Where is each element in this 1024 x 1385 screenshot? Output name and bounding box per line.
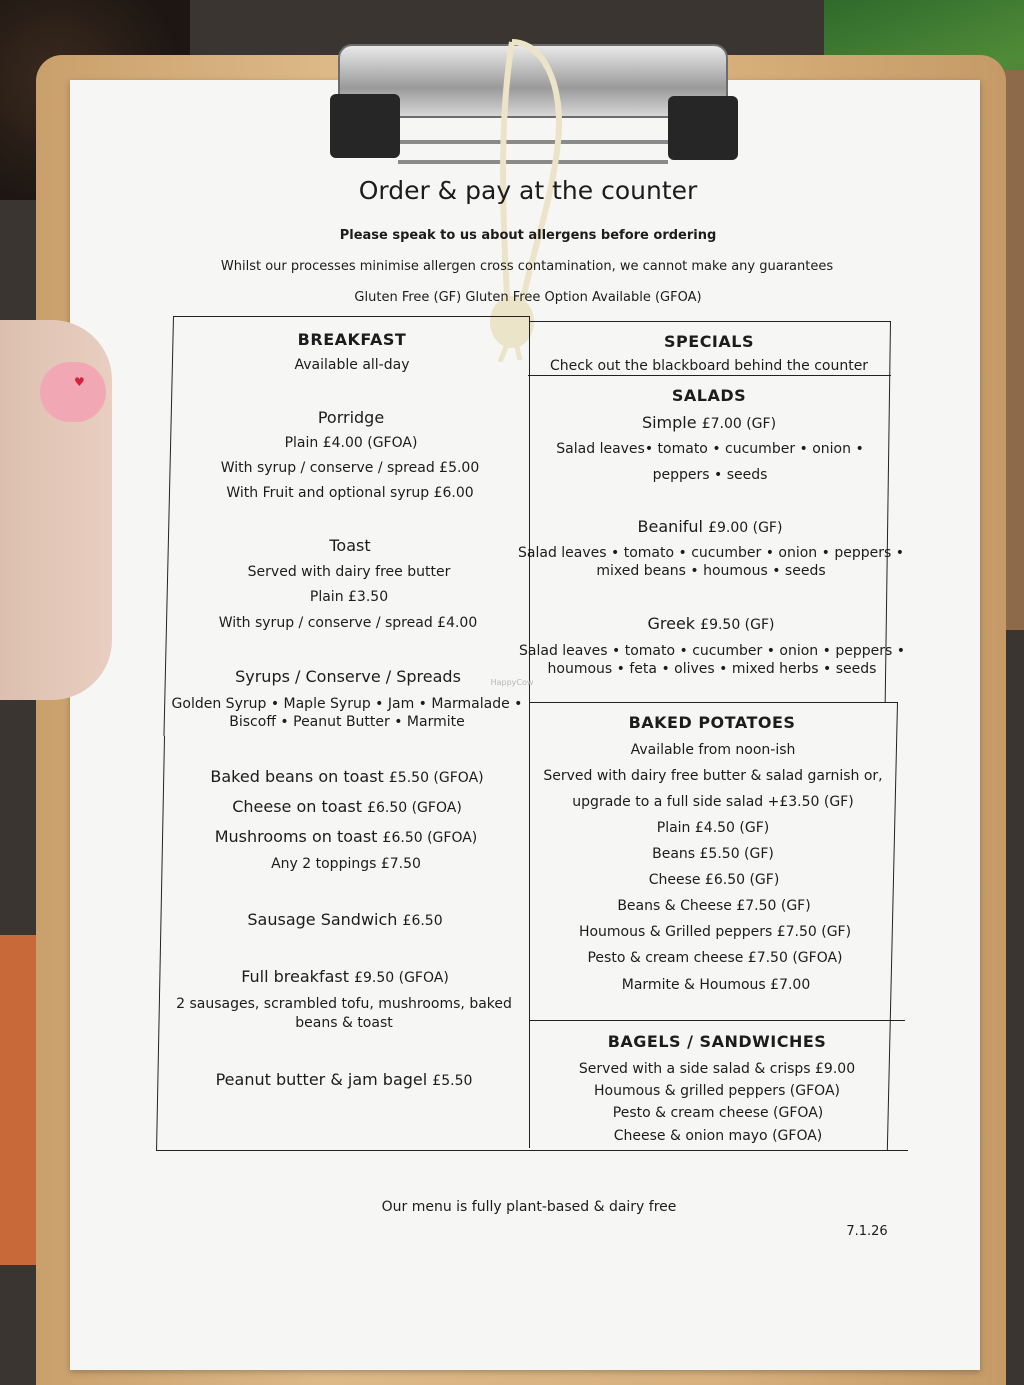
potatoes-line: Served with dairy free butter & salad garnish or, [543, 768, 883, 784]
allergen-disclaimer: Whilst our processes minimise allergen cross contamination, we cannot make any guarantees [220, 259, 834, 274]
porridge-line: With Fruit and optional syrup £6.00 [226, 485, 474, 501]
clip-foot-right [668, 96, 738, 160]
toast-name: Toast [329, 536, 371, 555]
salad-simple-line: peppers • seeds [652, 467, 768, 483]
salad-simple: Simple £7.00 (GF) [641, 413, 777, 432]
potatoes-line: Beans £5.50 (GF) [652, 846, 774, 862]
salad-beaniful-line: Salad leaves • tomato • cucumber • onion • peppers • [518, 545, 904, 561]
bagels-line: Cheese & onion mayo (GFOA) [613, 1128, 823, 1144]
heart-icon: ♥ [74, 375, 85, 389]
porridge-name: Porridge [317, 408, 385, 427]
sausage-sandwich: Sausage Sandwich £6.50 [247, 910, 443, 929]
specials-bottom-line [528, 375, 891, 376]
salad-simple-line: Salad leaves• tomato • cucumber • onion • [556, 441, 864, 457]
painted-nail [40, 362, 106, 422]
peanut-butter-bagel: Peanut butter & jam bagel £5.50 [215, 1070, 473, 1089]
gluten-key: Gluten Free (GF) Gluten Free Option Available (GFOA) [354, 290, 702, 305]
salads-heading: SALADS [671, 386, 747, 405]
potatoes-line: Houmous & Grilled peppers £7.50 (GF) [578, 924, 852, 940]
porridge-line: Plain £4.00 (GFOA) [284, 435, 418, 451]
specials-heading: SPECIALS [664, 332, 754, 351]
spreads-line: Biscoff • Peanut Butter • Marmite [229, 714, 465, 730]
potatoes-heading: BAKED POTATOES [628, 713, 796, 732]
mushrooms-on-toast: Mushrooms on toast £6.50 (GFOA) [214, 827, 478, 846]
full-breakfast: Full breakfast £9.50 (GFOA) [241, 967, 449, 986]
salads-bottom-line [529, 702, 897, 703]
potatoes-line: Marmite & Houmous £7.00 [621, 977, 811, 993]
menu-date: 7.1.26 [846, 1224, 888, 1239]
breakfast-heading: BREAKFAST [297, 330, 407, 349]
table-border-top-right [529, 321, 890, 322]
bagels-line: Pesto & cream cheese (GFOA) [612, 1105, 824, 1121]
plant-based-note: Our menu is fully plant-based & dairy free [381, 1199, 677, 1215]
bagels-line: Houmous & grilled peppers (GFOA) [594, 1083, 840, 1099]
beans-on-toast: Baked beans on toast £5.50 (GFOA) [210, 767, 484, 786]
breakfast-availability: Available all-day [294, 357, 410, 373]
toast-line: With syrup / conserve / spread £4.00 [218, 615, 478, 631]
toast-line: Served with dairy free butter [247, 564, 451, 580]
spreads-name: Syrups / Conserve / Spreads [235, 667, 461, 686]
table-border-top-left [174, 316, 529, 317]
potatoes-line: Pesto & cream cheese £7.50 (GFOA) [587, 950, 843, 966]
table-divider-vertical [529, 316, 530, 1148]
potatoes-line: Plain £4.50 (GF) [656, 820, 770, 836]
bagels-heading: BAGELS / SANDWICHES [607, 1032, 827, 1051]
potatoes-line: upgrade to a full side salad +£3.50 (GF) [572, 794, 854, 810]
potatoes-line: Cheese £6.50 (GF) [648, 872, 780, 888]
full-breakfast-line: 2 sausages, scrambled tofu, mushrooms, baked [176, 996, 512, 1012]
potatoes-bottom-line [529, 1020, 905, 1021]
potatoes-line: Available from noon-ish [630, 742, 796, 758]
specials-note: Check out the blackboard behind the counter [549, 358, 869, 374]
salad-greek-line: Salad leaves • tomato • cucumber • onion • peppers • [519, 643, 905, 659]
menu-title: Order & pay at the counter [358, 176, 698, 205]
salad-greek-line: houmous • feta • olives • mixed herbs • seeds [547, 661, 877, 677]
salad-beaniful: Beaniful £9.00 (GF) [637, 517, 783, 536]
cheese-on-toast: Cheese on toast £6.50 (GFOA) [232, 797, 462, 816]
salad-greek: Greek £9.50 (GF) [647, 614, 775, 633]
watermark: HappyCow [490, 678, 534, 687]
porridge-line: With syrup / conserve / spread £5.00 [220, 460, 480, 476]
full-breakfast-line: beans & toast [295, 1015, 393, 1031]
bagels-line: Served with a side salad & crisps £9.00 [578, 1061, 856, 1077]
table-border-bottom [156, 1150, 908, 1151]
clip-foot-left [330, 94, 400, 158]
salad-beaniful-line: mixed beans • houmous • seeds [596, 563, 826, 579]
spreads-line: Golden Syrup • Maple Syrup • Jam • Marmalade • [171, 696, 523, 712]
toast-line: Plain £3.50 [309, 589, 389, 605]
any-two-toppings: Any 2 toppings £7.50 [271, 856, 421, 872]
allergen-note: Please speak to us about allergens before ordering [339, 228, 717, 243]
potatoes-line: Beans & Cheese £7.50 (GF) [617, 898, 811, 914]
